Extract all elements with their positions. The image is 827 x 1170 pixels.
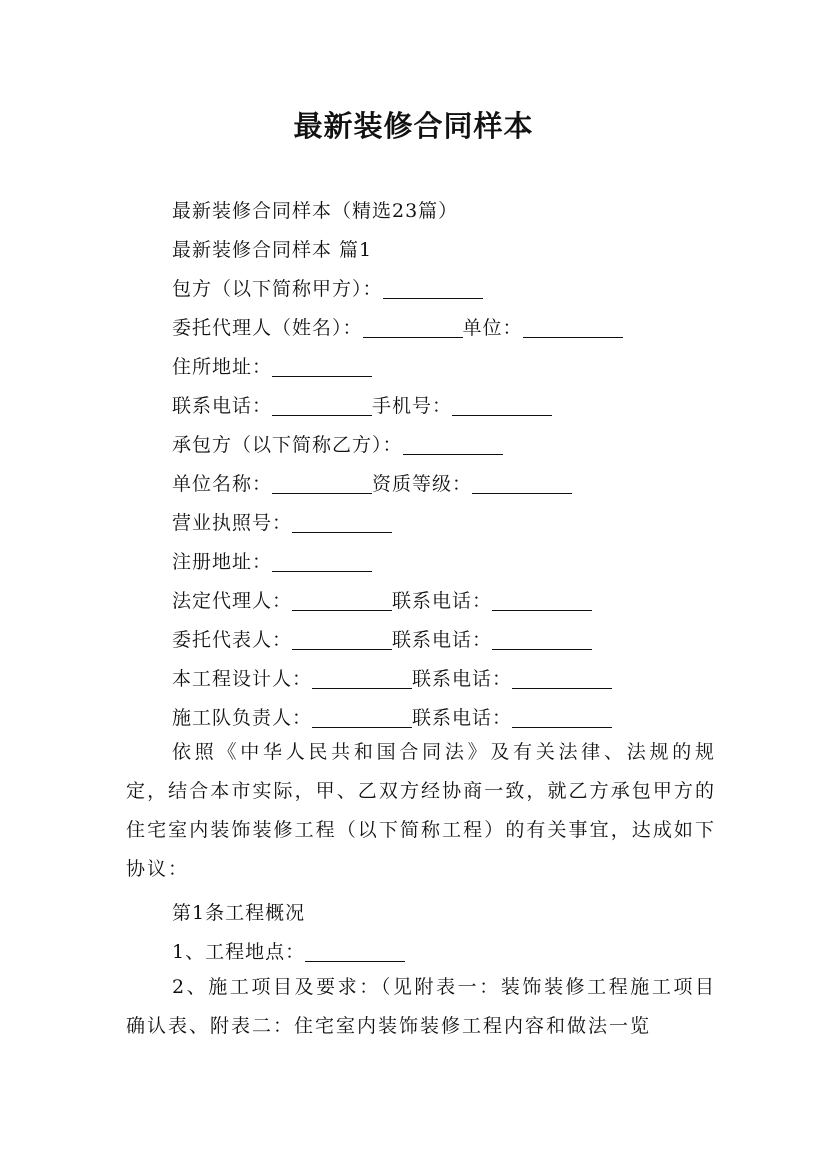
unit-blank [523,317,623,338]
item1-label: 1、工程地点： [172,941,306,963]
foreman-line [172,701,612,735]
unit-name-blank [272,473,372,494]
party-a-label: 包方（以下简称甲方）： [172,278,383,300]
delegate-blank [292,629,392,650]
foreman-phone-blank [512,707,612,728]
section-heading: 最新装修合同样本 篇1 [172,239,373,261]
mobile-label: 手机号： [372,395,453,417]
foreman-phone-label: 联系电话： [412,707,513,729]
unit-label: 单位： [462,317,523,339]
article1-label: 第1条工程概况 [172,902,306,924]
phone-line [172,389,552,423]
designer-label: 本工程设计人： [172,668,313,690]
item1-line [172,935,405,969]
address-blank [272,356,372,377]
article1-heading [172,896,305,930]
legal-agent-label: 法定代理人： [172,590,293,612]
item1-blank [305,941,405,962]
qualification-label: 资质等级： [372,473,473,495]
license-label: 营业执照号： [172,512,293,534]
legal-phone-label: 联系电话： [392,590,493,612]
party-a-line [172,272,483,306]
license-blank [292,512,392,533]
unit-name-line [172,467,572,501]
delegate-label: 委托代表人： [172,629,293,651]
address-line [172,350,372,384]
section-heading-line [172,233,372,267]
phone-label: 联系电话： [172,395,273,417]
legal-agent-blank [292,590,392,611]
legal-agent-line [172,584,592,618]
subtitle-line [172,194,458,228]
party-b-blank [403,434,503,455]
foreman-blank [312,707,412,728]
phone-blank [272,395,372,416]
foreman-label: 施工队负责人： [172,707,313,729]
document-title: 最新装修合同样本 [293,109,534,143]
item2-paragraph: 2、施工项目及要求：（见附表一：装饰装修工程施工项目确认表、附表二：住宅室内装饰装修工程内容和做法一览 [126,976,716,1037]
designer-line [172,662,612,696]
mobile-blank [452,395,552,416]
agent-name-blank [363,317,463,338]
agent-name-label: 委托代理人（姓名）： [172,317,363,339]
delegate-line [172,623,592,657]
delegate-phone-blank [492,629,592,650]
designer-phone-blank [512,668,612,689]
designer-blank [312,668,412,689]
intro-paragraph: 依照《中华人民共和国合同法》及有关法律、法规的规定，结合本市实际，甲、乙双方经协商一致，就乙方承包甲方的住宅室内装饰装修工程（以下简称工程）的有关事宜，达成如下协议： [126,741,716,880]
subtitle: 最新装修合同样本（精选23篇） [172,200,459,222]
party-b-line [172,428,503,462]
designer-phone-label: 联系电话： [412,668,513,690]
agent-line [172,311,623,345]
unit-name-label: 单位名称： [172,473,273,495]
reg-address-blank [272,551,372,572]
license-line [172,506,392,540]
qualification-blank [472,473,572,494]
address-label: 住所地址： [172,356,273,378]
reg-address-label: 注册地址： [172,551,273,573]
reg-address-line [172,545,372,579]
party-b-label: 承包方（以下简称乙方）： [172,434,403,456]
party-a-blank [383,278,483,299]
legal-phone-blank [492,590,592,611]
delegate-phone-label: 联系电话： [392,629,493,651]
